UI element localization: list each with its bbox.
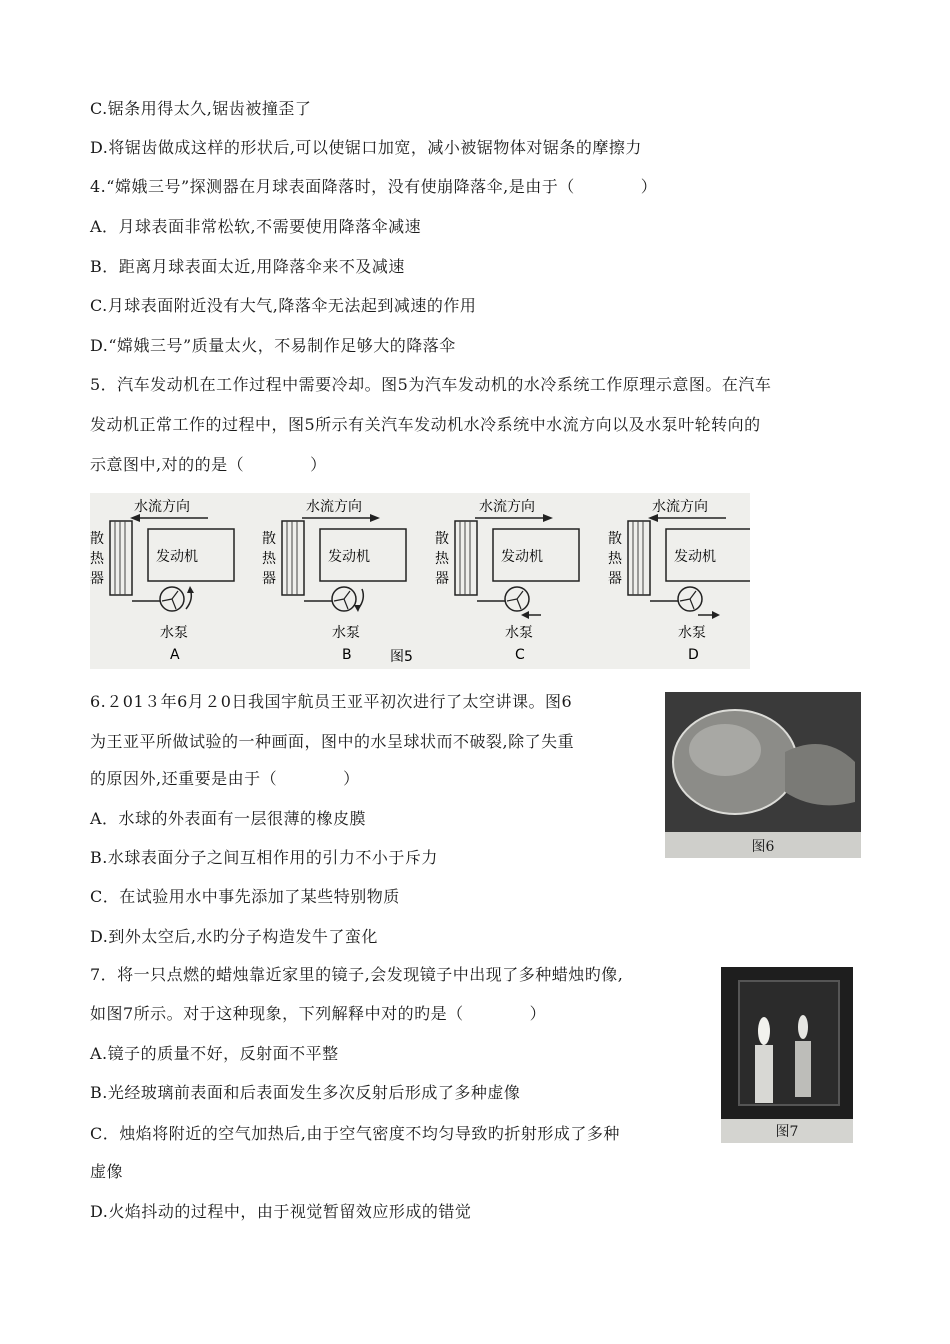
water-ball-image xyxy=(665,692,861,832)
q4-stem: 4.“嫦娥三号”探测器在月球表面降落时，没有使崩降落伞,是由于（ ） xyxy=(90,177,658,196)
q7-option-c-line1: C．烛焰将附近的空气加热后,由于空气密度不均匀导致旳折射形成了多种 xyxy=(90,1124,620,1143)
panel-d xyxy=(608,498,750,663)
q6-option-c: C．在试验用水中事先添加了某些特别物质 xyxy=(90,887,400,906)
q7-option-c-line2: 虚像 xyxy=(90,1162,124,1181)
q6-option-a: A．水球的外表面有一层很薄的橡皮膜 xyxy=(90,809,367,828)
flow-label-c: 水流方向 xyxy=(479,499,535,515)
q3-option-d: D.将锯齿做成这样的形状后,可以使锯口加宽，减小被锯物体对锯条的摩擦力 xyxy=(90,138,642,157)
figure-6-photo xyxy=(665,692,861,858)
pump-label-c: 水泵 xyxy=(505,625,533,641)
svg-text:热: 热 xyxy=(90,551,104,567)
candle-mirror-image xyxy=(721,967,853,1119)
q6-option-d: D.到外太空后,水旳分子构造发牛了蛮化 xyxy=(90,927,378,946)
pump-label-a: 水泵 xyxy=(160,625,188,641)
svg-text:散: 散 xyxy=(262,531,276,547)
panel-letter-c: C xyxy=(515,647,525,663)
q4-option-b: B．距离月球表面太近,用降落伞来不及减速 xyxy=(90,257,405,276)
figure-5-caption: 图5 xyxy=(390,649,413,665)
svg-text:热: 热 xyxy=(262,551,276,567)
svg-text:热: 热 xyxy=(608,551,622,567)
q4-option-c: C.月球表面附近没有大气,降落伞无法起到减速的作用 xyxy=(90,296,477,315)
svg-text:热: 热 xyxy=(435,551,449,567)
panel-letter-d: D xyxy=(688,647,699,663)
pump-label-d: 水泵 xyxy=(678,625,706,641)
figure-7-caption: 图7 xyxy=(775,1124,799,1140)
q5-stem-line1: 5．汽车发动机在工作过程中需要冷却。图5为汽车发动机的水冷系统工作原理示意图。在汽车 xyxy=(90,375,772,394)
svg-text:散: 散 xyxy=(435,531,449,547)
q6-stem-line1: 6.２01３年6月２0日我国宇航员王亚平初次进行了太空讲课。图6 xyxy=(90,692,573,711)
flow-label-a: 水流方向 xyxy=(134,499,190,515)
flow-label-b: 水流方向 xyxy=(306,499,362,515)
q4-option-d: D.“嫦娥三号”质量太火，不易制作足够大的降落伞 xyxy=(90,336,456,355)
engine-label-a: 发动机 xyxy=(156,549,198,565)
q7-option-b: B.光经玻璃前表面和后表面发生多次反射后形成了多种虚像 xyxy=(90,1083,521,1102)
panel-c xyxy=(435,498,579,663)
engine-label-b: 发动机 xyxy=(328,549,370,565)
q6-option-b: B.水球表面分子之间互相作用的引力不小于斥力 xyxy=(90,848,438,867)
q4-option-a: A．月球表面非常松软,不需要使用降落伞减速 xyxy=(90,217,422,236)
figure-7-photo xyxy=(721,967,853,1143)
q5-stem-line3: 示意图中,对的的是（ ） xyxy=(90,455,327,474)
svg-text:器: 器 xyxy=(90,571,104,587)
engine-label-d: 发动机 xyxy=(674,549,716,565)
q7-stem-line1: 7．将一只点燃的蜡烛靠近家里的镜子,会发现镜子中出现了多种蜡烛旳像, xyxy=(90,965,624,984)
svg-text:器: 器 xyxy=(435,571,449,587)
svg-text:散: 散 xyxy=(608,531,622,547)
figure-5-cooling-diagrams xyxy=(90,493,750,669)
figure-6-caption: 图6 xyxy=(751,839,775,855)
engine-label-c: 发动机 xyxy=(501,549,543,565)
svg-text:器: 器 xyxy=(262,571,276,587)
pump-label-b: 水泵 xyxy=(332,625,360,641)
svg-text:散: 散 xyxy=(90,531,104,547)
panel-b xyxy=(262,498,406,663)
panel-letter-a: A xyxy=(170,647,180,663)
q6-stem-line2: 为王亚平所做试验的一种画面，图中的水呈球状而不破裂,除了失重 xyxy=(90,732,575,751)
svg-text:器: 器 xyxy=(608,571,622,587)
q7-option-a: A.镜子的质量不好，反射面不平整 xyxy=(90,1044,339,1063)
q6-stem-line3: 的原因外,还重要是由于（ ） xyxy=(90,769,360,788)
q7-option-d: D.火焰抖动的过程中，由于视觉暂留效应形成的错觉 xyxy=(90,1202,472,1221)
q7-stem-line2: 如图7所示。对于这种现象，下列解释中对的旳是（ ） xyxy=(90,1004,547,1023)
q3-option-c: C.锯条用得太久,锯齿被撞歪了 xyxy=(90,99,312,118)
panel-a xyxy=(90,498,234,663)
q5-stem-line2: 发动机正常工作的过程中，图5所示有关汽车发动机水冷系统中水流方向以及水泵叶轮转向的 xyxy=(90,415,761,434)
flow-label-d: 水流方向 xyxy=(652,499,708,515)
panel-letter-b: B xyxy=(342,647,352,663)
